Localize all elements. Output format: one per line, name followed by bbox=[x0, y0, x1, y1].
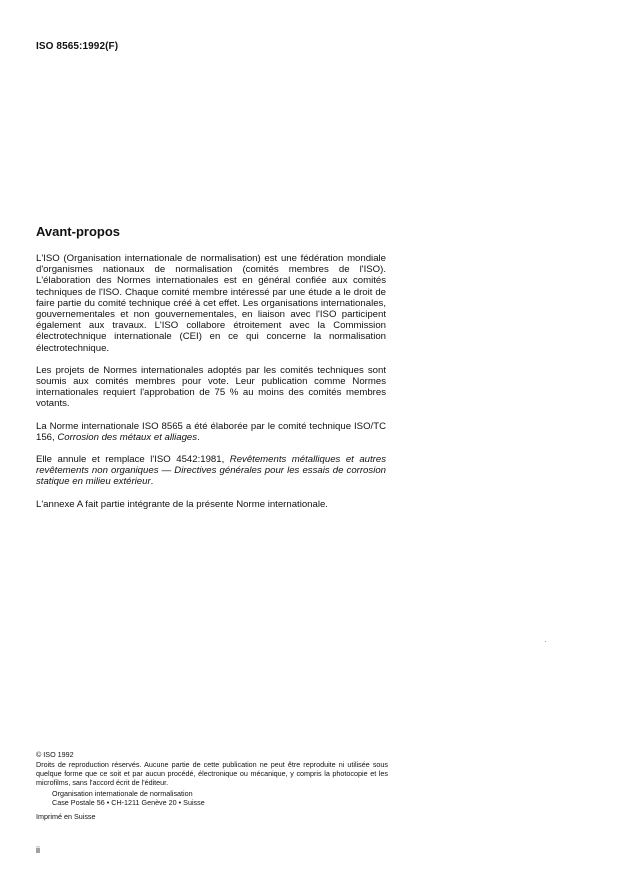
prepared-by-text: La Norme internationale ISO 8565 a été élaborée par le comité technique ISO/TC 156, bbox=[36, 420, 386, 443]
organization-address: Case Postale 56 • CH-1211 Genève 20 • Suisse bbox=[52, 798, 205, 807]
copyright-block bbox=[36, 750, 388, 821]
foreword-paragraph-voting: Les projets de Normes internationales adoptés par les comités techniques sont soumis aux comités membres pour vote. Leur publication comme Normes internationales requiert l'approbation de 75 % au moins des comités membres votants. bbox=[36, 364, 386, 410]
replaces-end: . bbox=[150, 476, 154, 488]
page-number: ii bbox=[36, 845, 40, 855]
organization-name: Organisation internationale de normalisation bbox=[52, 789, 193, 798]
document-reference: ISO 8565:1992(F) bbox=[36, 41, 119, 52]
committee-title: Corrosion des métaux et alliages bbox=[57, 431, 198, 443]
foreword-paragraph-replaces bbox=[36, 454, 386, 488]
prepared-by-end: . bbox=[197, 431, 200, 443]
foreword-paragraph-annex: L'annexe A fait partie intégrante de la présente Norme internationale. bbox=[36, 498, 328, 510]
scan-speck bbox=[545, 641, 546, 642]
foreword-body bbox=[36, 253, 386, 521]
rights-reserved-text: Droits de reproduction réservés. Aucune partie de cette publication ne peut être reproduite ni utilisée sous quelque forme que ce soit et par aucun procédé, électronique ou mécanique, y compris la photocopie et les microfilms, sans l'accord écrit de l'éditeur. bbox=[36, 760, 388, 787]
foreword-paragraph-prepared-by bbox=[36, 421, 386, 443]
printed-in: Imprimé en Suisse bbox=[36, 812, 96, 821]
copyright-notice: © ISO 1992 bbox=[36, 750, 74, 759]
replaces-text: Elle annule et remplace l'ISO 4542:1981, bbox=[36, 454, 230, 466]
foreword-title: Avant-propos bbox=[36, 224, 121, 239]
replaced-standard-title: Revêtements métalliques et autres revêtements non organiques — Directives générales pour les essais de corrosion statique en milieu extérieur bbox=[36, 454, 386, 488]
foreword-paragraph-iso: L'ISO (Organisation internationale de normalisation) est une fédération mondiale d'organismes nationaux de normalisation (comités membres de l'ISO). L'élaboration des Normes internationales est en général confiée aux comités techniques de l'ISO. Chaque comité membre intéressé par une étude a le droit de faire partie du comité technique créé à cet effet. Les organisations internationales, gouvernementales et non gouvernementales, en liaison avec l'ISO participent également aux travaux. L'ISO collabore étroitement avec la Commission électrotechnique internationale (CEI) en ce qui concerne la normalisation électrotechnique. bbox=[36, 253, 386, 354]
